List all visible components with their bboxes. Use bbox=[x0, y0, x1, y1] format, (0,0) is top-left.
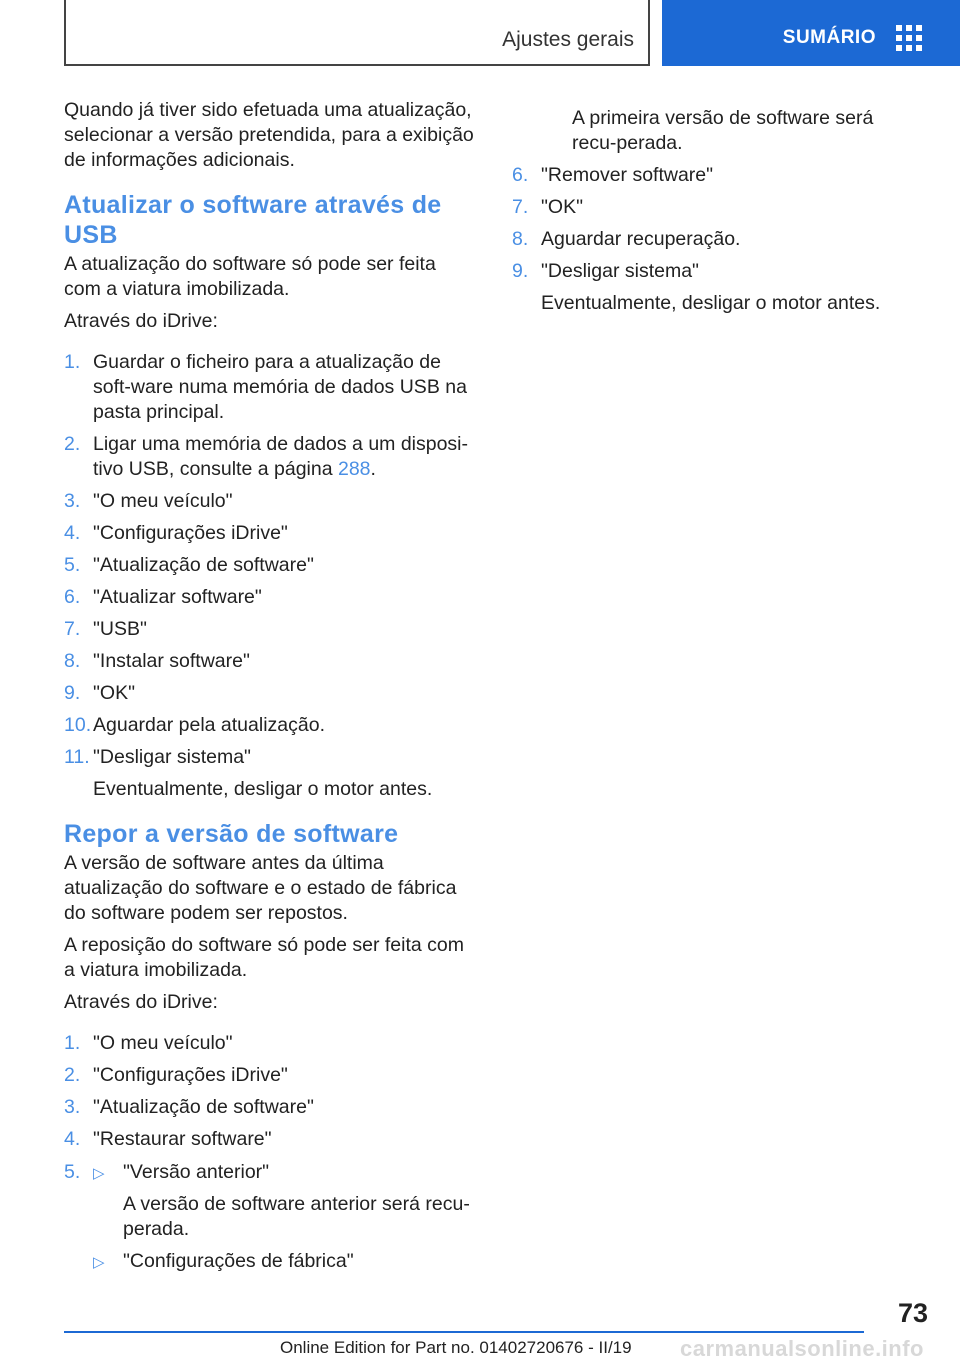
step-text: "OK" bbox=[93, 682, 136, 704]
option-item bbox=[93, 1249, 476, 1274]
restore-steps-continued bbox=[512, 163, 916, 316]
step-number: 8. bbox=[64, 650, 81, 672]
usb-paragraph-2: Através do iDrive: bbox=[64, 310, 218, 332]
list-item bbox=[64, 521, 476, 546]
edition-text: Online Edition for Part no. 01402720676 - II/19 bbox=[280, 1338, 632, 1357]
step-number: 3. bbox=[64, 490, 81, 512]
list-item bbox=[64, 432, 476, 482]
list-item bbox=[512, 227, 916, 252]
list-item bbox=[64, 553, 476, 578]
step-text: "Atualização de software" bbox=[93, 554, 314, 576]
step-text: "Desligar sistema" bbox=[93, 746, 251, 768]
step-number: 6. bbox=[64, 586, 81, 608]
step-text: "Instalar software" bbox=[93, 650, 250, 672]
step-text: Ligar uma memória de dados a um disposi‐tivo USB, consulte a página bbox=[93, 433, 469, 480]
list-item bbox=[64, 1031, 476, 1056]
step-text: Aguardar pela atualização. bbox=[93, 714, 325, 736]
step-note: Eventualmente, desligar o motor antes. bbox=[541, 292, 881, 314]
step-number: 2. bbox=[64, 1064, 81, 1086]
heading-restore-version: Repor a versão de software bbox=[64, 820, 399, 848]
step-number: 2. bbox=[64, 433, 81, 455]
footer-divider bbox=[64, 1331, 864, 1333]
step-number: 8. bbox=[512, 228, 529, 250]
step-text: "Restaurar software" bbox=[93, 1128, 272, 1150]
triangle-right-icon: ▷ bbox=[93, 1254, 105, 1271]
step-text: "Atualizar software" bbox=[93, 586, 262, 608]
step-number: 1. bbox=[64, 351, 81, 373]
option-note: A versão de software anterior será recu‐perada. bbox=[123, 1193, 470, 1240]
option-text: "Configurações de fábrica" bbox=[123, 1250, 354, 1272]
list-item bbox=[64, 617, 476, 642]
step-text: "O meu veículo" bbox=[93, 490, 233, 512]
list-item bbox=[512, 195, 916, 220]
intro-paragraph: Quando já tiver sido efetuada uma atualização, selecionar a versão pretendida, para a exibição de informações adicionais. bbox=[64, 99, 474, 171]
step-number: 7. bbox=[512, 196, 529, 218]
step-text: "Configurações iDrive" bbox=[93, 1064, 288, 1086]
list-item bbox=[64, 745, 476, 802]
restore-paragraph-3: Através do iDrive: bbox=[64, 991, 218, 1013]
summary-button[interactable] bbox=[662, 0, 960, 66]
step-note: Eventualmente, desligar o motor antes. bbox=[93, 778, 433, 800]
summary-label: SUMÁRIO bbox=[782, 27, 876, 48]
page-number: 73 bbox=[897, 1298, 928, 1328]
page-link[interactable]: 288 bbox=[337, 458, 371, 480]
list-item bbox=[512, 259, 916, 316]
option-item bbox=[93, 1160, 476, 1242]
step-number: 4. bbox=[64, 522, 81, 544]
step-text-end: . bbox=[370, 458, 376, 480]
step-text: Guardar o ficheiro para a atualização de soft‐ware numa memória de dados USB na pasta principal. bbox=[93, 351, 467, 423]
step-text: "OK" bbox=[541, 196, 584, 218]
usb-paragraph-1: A atualização do software só pode ser feita com a viatura imobilizada. bbox=[64, 253, 436, 300]
step-text: "USB" bbox=[93, 618, 147, 640]
step-number: 9. bbox=[512, 260, 529, 282]
step-text: "Remover software" bbox=[541, 164, 714, 186]
list-item bbox=[64, 350, 476, 425]
step-number: 11. bbox=[64, 746, 90, 768]
list-item bbox=[512, 163, 916, 188]
step-text: "Configurações iDrive" bbox=[93, 522, 288, 544]
usb-steps-list bbox=[64, 350, 476, 802]
restore-steps-list bbox=[64, 1031, 476, 1152]
list-item bbox=[64, 585, 476, 610]
step-number: 7. bbox=[64, 618, 81, 640]
list-item bbox=[64, 681, 476, 706]
left-column bbox=[64, 98, 476, 1281]
step-number: 6. bbox=[512, 164, 529, 186]
list-item bbox=[64, 1063, 476, 1088]
step-number: 3. bbox=[64, 1096, 81, 1118]
step-text: Aguardar recuperação. bbox=[541, 228, 741, 250]
list-item bbox=[64, 489, 476, 514]
step-number: 10. bbox=[64, 714, 92, 736]
list-item bbox=[64, 1127, 476, 1152]
list-item bbox=[64, 1160, 476, 1274]
grid-menu-icon bbox=[896, 25, 922, 51]
right-column bbox=[512, 106, 916, 324]
list-item bbox=[64, 649, 476, 674]
step-text: "O meu veículo" bbox=[93, 1032, 233, 1054]
restore-paragraph-2: A reposição do software só pode ser feita com a viatura imobilizada. bbox=[64, 934, 464, 981]
heading-usb-update: Atualizar o software através de USB bbox=[64, 191, 442, 249]
step-number: 5. bbox=[64, 1161, 81, 1183]
triangle-right-icon: ▷ bbox=[93, 1165, 105, 1182]
list-item bbox=[64, 713, 476, 738]
option-text: "Versão anterior" bbox=[123, 1161, 270, 1183]
continuation-text: A primeira versão de software será recu‐perada. bbox=[572, 107, 874, 154]
step-number: 5. bbox=[64, 554, 81, 576]
restore-paragraph-1: A versão de software antes da última atualização do software e o estado de fábrica do software podem ser repostos. bbox=[64, 852, 457, 924]
header-bar bbox=[64, 0, 650, 66]
section-title: Ajustes gerais bbox=[502, 28, 634, 51]
step-number: 4. bbox=[64, 1128, 81, 1150]
step-text: "Atualização de software" bbox=[93, 1096, 314, 1118]
step-number: 9. bbox=[64, 682, 81, 704]
watermark-text: carmanualsonline.info bbox=[680, 1336, 924, 1361]
step-text: "Desligar sistema" bbox=[541, 260, 699, 282]
step-number: 1. bbox=[64, 1032, 81, 1054]
list-item bbox=[64, 1095, 476, 1120]
